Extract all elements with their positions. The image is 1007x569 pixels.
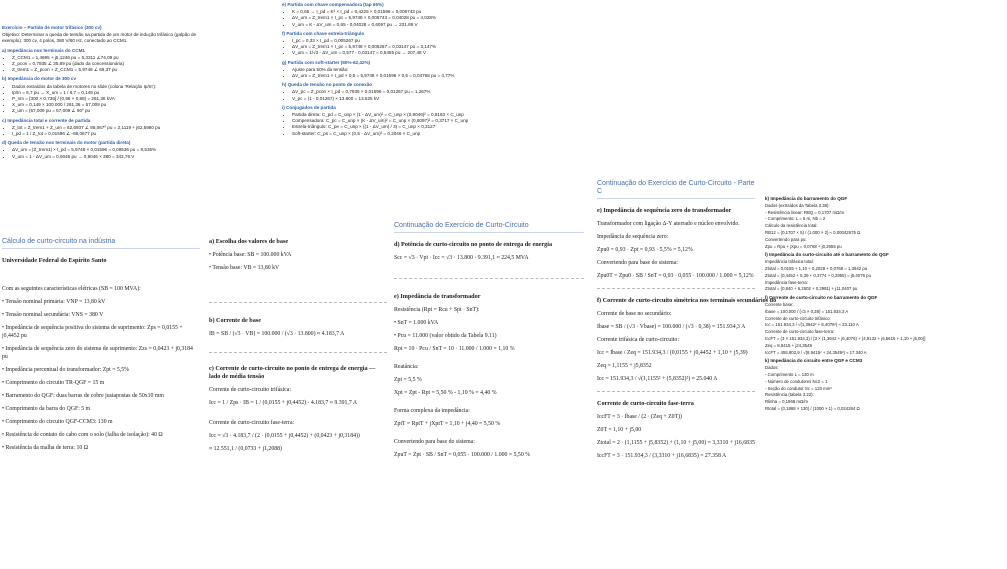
section-heading: h) Queda de tensão no ponto de conexão	[282, 82, 373, 88]
section-title-band: Continuação do Exercício de Curto-Circuito	[394, 222, 584, 233]
list-item: • Z_tot = Z_trem1 + Z_um = 62,6937 ∠ 88,067º pu = 2,1119 + j62,5980 pu	[12, 125, 200, 131]
text-line: Forma complexa da impedância:	[394, 408, 470, 414]
formula-line: Icc = √3 · 4.183,7 / (2 · (0,0155 + j0,4452) + (0,0423 + j0,3184))	[209, 433, 360, 439]
list-item: • I_pc = 0,33 × I_pd = 0,005267 pu	[292, 38, 582, 44]
starting-methods-notes	[282, 2, 582, 212]
section-heading: k) Impedância do barramento do QGF	[765, 196, 848, 201]
text-line: - Seção do condutor Sc = 120 mm²	[765, 385, 832, 391]
list	[2, 55, 200, 74]
formula-line: RB12 = (0,1707 × 5) / (1.000 × 2) ≈ 0,00042675 Ω	[765, 229, 861, 235]
section-heading: Exercício – Partida de motor trifásico (300 cv)	[2, 25, 102, 30]
text-line: Dados:	[765, 365, 779, 371]
list	[282, 112, 582, 137]
spec-item: • Resistência da malha de terra: 10 Ω	[2, 445, 89, 451]
section-heading: f) Corrente de curto-circuito simétrica nos terminais secundários do	[597, 297, 777, 304]
text-line: Dados (extraídos da Tabela 3.38):	[765, 202, 830, 208]
section-heading: f) Partida com chave estrela-triângulo	[282, 30, 365, 36]
text-line: - Número de condutores Nc2 = 1	[765, 378, 828, 384]
formula-line: Zpu0T = Zpu0 · SB / SnT = 0,93 · 0,055 · 100.000 / 1.000 = 5,12%	[597, 273, 754, 279]
text-line: Cálculo da resistência total:	[765, 223, 818, 229]
text-line: Resistência (tabela 3.22):	[765, 392, 814, 398]
list-item: • Estrela-triângulo: C_pe = C_unp × ((1 - ΔV_um) / 3) = C_unp × 0,3127	[292, 124, 582, 130]
section-heading: l) Impedância do curto-circuito até o barramento do QGF	[765, 252, 889, 258]
section-heading: d) Potência de curto-circuito no ponto de entrega de energia	[394, 241, 553, 248]
list-item: • ΔV_pc = Z_pcon × I_pd = 0,7935 × 0,01596 = 0,01267 pu = 1,267%	[292, 89, 582, 95]
divider	[394, 278, 584, 279]
list-item: • Ajuste para 50% da tensão:	[292, 67, 582, 73]
text-line: Corrente de base no secundário:	[597, 311, 672, 317]
text-line: - Resistência linear: RBQ = 0,1707 mΩ/m	[765, 209, 845, 215]
motor-exercise-notes	[2, 22, 200, 232]
formula-line: Zeq = 1,1155 + j5,8352	[597, 363, 652, 369]
spec-item: • Resistência de contato do cabo com o solo (falha de isolação): 40 Ω	[2, 432, 163, 438]
section-heading: i) Conjugados de partida	[282, 104, 336, 110]
formula-line: Ztotal = 2 · (1,1155 + j5,8352) + (1,10 + j5,00) = 3,3310 + j16,6835	[597, 440, 755, 446]
divider	[597, 288, 755, 289]
section-heading: g) Partida com soft-starter (50%-62,42%)	[282, 59, 371, 65]
list	[282, 38, 582, 57]
list-item: • Z_pcon = 0,7935 ∠ 35,89 pu (dado da concessionária)	[12, 61, 200, 67]
list	[2, 84, 200, 115]
list-item: • V_pc = (1 - 0,01267) × 13.800 = 13.625 kV	[292, 96, 582, 102]
list-item: • V_um = K - ΔV_um = 0,65 - 0,04028 = 0,6097 pu → 231,69 V	[292, 22, 582, 28]
list-item: • Partida direta: C_pd = C_unp × (1 - ΔV_um)² = C_unp × (0,9046)² = 0,8183 × C_unp	[292, 112, 582, 118]
formula-line: Zpu = Rpu + jXpu = 0,0768 + j0,2955 pu	[765, 243, 842, 249]
list-item: • Z_CCM1 = 1,4695 + j5,1246 pu = 5,3311 ∠74,09 pu	[12, 55, 200, 61]
list	[282, 89, 582, 101]
text-line: Transformador com ligação Δ-Y aterrado e núcleo envolvido.	[597, 221, 740, 227]
formula-line: Zpt = 5,5 %	[394, 377, 422, 383]
formula-line: Ibase = SB / (√3 · Vbase) = 100.000 / (√3 · 0,38) = 151.934,3 A	[597, 324, 746, 330]
spec-item: • Tensão nominal primária: VNP = 13,80 kV	[2, 299, 106, 305]
formula-line: IccFT = 3 · Ibase / (2 · (Zeq + Z0T))	[597, 414, 682, 420]
list	[2, 125, 200, 137]
list-item: • K = 0,65 → I_pd = K² × I_pd = 0,4225 × 0,01596 = 0,006743 pu	[292, 9, 582, 15]
list-item: • P_nm = [300 × 0,736] / (0,96 × 0,88) = 261,36 kVA	[12, 96, 200, 102]
formula-line: Scc = √3 · Vpi · Icc = √3 · 13.800 · 9.391,1 ≈ 224,5 MVA	[394, 255, 529, 261]
text-line: Convertendo para base do sistema:	[394, 439, 475, 445]
list-item: • X_um = 0,149 × 100.000 / 261,36 = 57,009 pu	[12, 102, 200, 108]
text-line: Corrente de curto-circuito fase-terra:	[765, 329, 835, 335]
spec-item: • Tensão nominal secundária: VNS = 380 V	[2, 312, 104, 318]
formula-line: ZptT = RptT + jXptT = 1,10 + j4,40 = 5,50 %	[394, 421, 501, 427]
university-title: Universidade Federal do Espírito Santo	[2, 257, 107, 264]
formula-line: Ztotal = (0,4452 + 5,39 + 0,3774 + 0,2955) = j6,4076 pu	[765, 272, 871, 278]
formula-line: ZpuT = Zpt · SB / SnT = 0,055 · 100.000 / 1.000 = 5,50 %	[394, 452, 531, 458]
formula-line: Z0T = 1,10 + j5,00	[597, 427, 642, 433]
list-item: • Ip/In = 6,7 pu → X_um = 1 / 6,7 = 0,149 pu	[12, 90, 200, 96]
spec-item: • Impedância de sequência positiva do sistema de suprimento: Zps = 0,0155 + j0,4452 pu	[2, 325, 183, 339]
formula-line: Icc = 1 / Zps · IB = 1 / (0,0155 + j0,4452) · 4.183,7 ≈ 9.391,7 A	[209, 400, 358, 406]
section-title-band: Continuação do Exercício de Curto-Circuito - Parte C	[597, 180, 755, 199]
text-line: • Potência base: SB = 100.000 kVA	[209, 252, 292, 258]
list-item: • Soft-starter: C_ps = C_unp × (0,5 - ΔV_um)² = 0,2046 × C_unp	[292, 131, 582, 137]
column-5	[765, 0, 1005, 569]
formula-line: Ztotal = (0,840 + 6,2502 + 0,2981) + j11,0407 pu	[765, 286, 858, 292]
text-line: • SnT = 1.000 kVA	[394, 320, 439, 326]
formula-line: Zeq = 8,9415 + j24,3549	[765, 342, 812, 348]
text-line: Convertendo para base do sistema:	[597, 260, 678, 266]
list-item: • Z_trem1 = Z_pcon + Z_CCM1 = 5,9748 ∠ 69,37 pu	[12, 67, 200, 73]
formula-line: Rtotal = (0,1868 × 130) / (1000 × 1) = 0,024284 Ω	[765, 405, 860, 411]
objective-text: Objetivo: Determinar a queda de tensão na partida de um motor de indução trifásico (galpão de exemplo). 300 cv, 4 polos, 380 V/60 Hz, conectado ao CCM1.	[2, 32, 197, 44]
text-line: - Comprimento L = 130 m	[765, 371, 814, 377]
spec-item: • Comprimento do circuito TR-QGF = 15 m	[2, 380, 105, 386]
section-title-band: Cálculo de curto-circuito na indústria	[2, 238, 200, 249]
list-item: • ΔV_um = Z_trem1 × I_pd × 0,5 = 5,9748 × 0,01596 × 0,5 = 0,04768 pu = 4,77%	[292, 73, 582, 79]
section-heading: b) Impedância do motor de 300 cv	[2, 76, 77, 82]
formula-line: Zpu0 = 0,93 · Zpt = 0,93 · 5,5% = 5,12%	[597, 247, 693, 253]
formula-line: Icc = 151.934,3 / √(1,1155² + (5,8352)²) ≈ 25.040 A	[597, 376, 718, 382]
section-heading: a) Impedância nos terminais do CCM1	[2, 47, 85, 53]
list-item: • ΔV_um = Z_trem1 × I_pc = 5,9748 × 0,006743 = 0,04028 pu = 4,028%	[292, 15, 582, 21]
formula-line: Rlinha = 0,1868 mΩ/m	[765, 399, 808, 405]
text-line: • Pcu = 11.000 (valor obtido da Tabela 9.11)	[394, 333, 497, 339]
section-heading: e) Partida com chave compensadora (tap 65%)	[282, 2, 384, 7]
section-heading: b) Corrente de base	[209, 317, 261, 324]
list-item: • V_um = 1/√3 - ΔV_um = 0,577 - 0,03147 = 0,5455 pu → 207,48 V	[292, 50, 582, 56]
section-heading: k) Impedância do circuito entre QGF e CCM3	[765, 358, 863, 364]
busbar-impedance-notes	[765, 196, 1003, 568]
column-1	[2, 0, 202, 569]
formula-line: Xpt = Zpt - Rpt = 5,50 % - 1,10 % = 4,40 %	[394, 390, 497, 396]
text-line: - Comprimento: L = 5 m, Nb = 2	[765, 216, 826, 222]
list-item: • Z_um = (57,009 pu = 57,009 ∠ 90º pu	[12, 108, 200, 114]
list-item: • Compensadora: C_pc = C_unp × (K - ΔV_um)² = C_unp × (0,6097)² = 0,3717 × C_unp	[292, 118, 582, 124]
formula-line: IccFT = 3 · 151.934,3 / (3,3310 + j16,6835) = 27.358 A	[597, 453, 727, 459]
formula-line: Icc = Ibase / Zeq = 151.934,3 / (0,0155 + j0,4452 + 1,10 + j5,39)	[597, 350, 748, 356]
list-item: • I_pd = 1 / Z_tot = 0,01596 ∠ -88,0677 pu	[12, 131, 200, 137]
spec-item: • Comprimento da barra do QGF: 5 m	[2, 406, 91, 412]
section-heading: c) Corrente de curto-circuito no ponto de entrega de energia — lado de média tensão	[209, 365, 376, 380]
list-item: • V_um = 1 - ΔV_um = 0,9046 pu → 0,9046 × 380 = 343,76 V	[12, 154, 200, 160]
list	[282, 9, 582, 28]
column-3	[282, 0, 587, 569]
section-heading: c) Impedância total e corrente de partida	[2, 117, 91, 123]
section-heading: d) Queda de tensão nos terminais do motor (partida direta)	[2, 140, 131, 146]
text-line: Corrente de curto-circuito fase-terra:	[209, 420, 295, 426]
list-item: • ΔV_um = Z_trem1 × I_pc = 5,9748 × 0,005267 = 0,03147 pu = 3,147%	[292, 44, 582, 50]
formula-line: IccFT = 455.802,9 / √(8,9415² + 24,3549²) ≈ 17.340 A	[765, 349, 867, 355]
divider	[597, 391, 755, 392]
spec-item: • Impedância percentual do transformador: Zpt = 5,5%	[2, 367, 129, 373]
text-line: Reatância:	[394, 364, 419, 370]
formula-line: Ztotal = 0,0155 + 1,10 + 0,2028 + 0,0768 = 1,3942 pu	[765, 265, 868, 271]
text-line: Impedância de sequência zero:	[597, 234, 669, 240]
text-line: • Tensão base: VB = 13,80 kV	[209, 265, 280, 271]
spec-item: • Impedância de sequência zero do sistema de suprimento: Zzs = 0,0423 + j0,3184 pu	[2, 346, 193, 360]
text-line: Impedância fase-terra:	[765, 279, 808, 285]
spec-item: • Barramento do QGF: duas barras de cobre justapostas de 50x10 mm	[2, 393, 164, 399]
section-heading: Corrente de curto-circuito fase-terra	[597, 400, 694, 407]
intro-text: Com as seguintes características elétricas (SB = 100 MVA):	[2, 286, 141, 292]
text-line: Convertendo para pu:	[765, 236, 807, 242]
formula-line: IB = SB / (√3 · VB) = 100.000 / (√3 · 13.800) ≈ 4.183,7 A	[209, 331, 345, 337]
formula-line: IccFT = (3 × 151.934,3) / [3 × (1,3942 + j6,4076) + (4,9132 + j6,5616 + 1,10 + j5,00)]	[765, 335, 926, 341]
continuation-section	[394, 222, 584, 568]
section-heading: e) Impedância de sequência zero do transformador	[597, 207, 732, 214]
list	[282, 67, 582, 79]
section-heading: l) Corrente de curto-circuito no barramento do QGF	[765, 295, 878, 301]
text-line: Resistência (Rpt = Rcu + Spt · SnT):	[394, 307, 480, 313]
formula-line: Ibase = 100.000 / (√3 × 0,38) = 151.934,3 A	[765, 308, 849, 314]
industry-short-circuit-section	[2, 238, 200, 568]
formula-line: Icc = 151.934,3 / √(1,3942² + 6,4076²) ≈ 23.110 A	[765, 322, 859, 328]
list	[2, 147, 200, 159]
text-line: Impedância trifásica total:	[765, 259, 814, 265]
text-line: Corrente base:	[765, 301, 794, 307]
formula-line: Rpt = 10 · Pcu / SnT = 10 · 11.000 / 1.000 = 1,10 %	[394, 346, 515, 352]
text-line: Corrente de curto-circuito trifásica:	[209, 387, 291, 393]
section-heading: e) Impedância do transformador	[394, 293, 481, 300]
text-line: Corrente de curto-circuito trifásico:	[765, 315, 831, 321]
formula-line: ≈ 12.551,1 / (0,0733 + j1,2088)	[209, 446, 282, 452]
section-heading: a) Escolha dos valores de base	[209, 238, 289, 245]
list-item: • ΔV_um = |Z_trem1| × I_pd = 5,9748 × 0,01596 = 0,09536 pu = 9,536%	[12, 147, 200, 153]
spec-item: • Comprimento do circuito QGF-CCM3: 130 m	[2, 419, 113, 425]
text-line: Corrente trifásica de curto-circuito:	[597, 337, 679, 343]
list-item: • Dados extraídos da tabela de motores no slide (coluna 'Relação Ip/In'):	[12, 84, 200, 90]
